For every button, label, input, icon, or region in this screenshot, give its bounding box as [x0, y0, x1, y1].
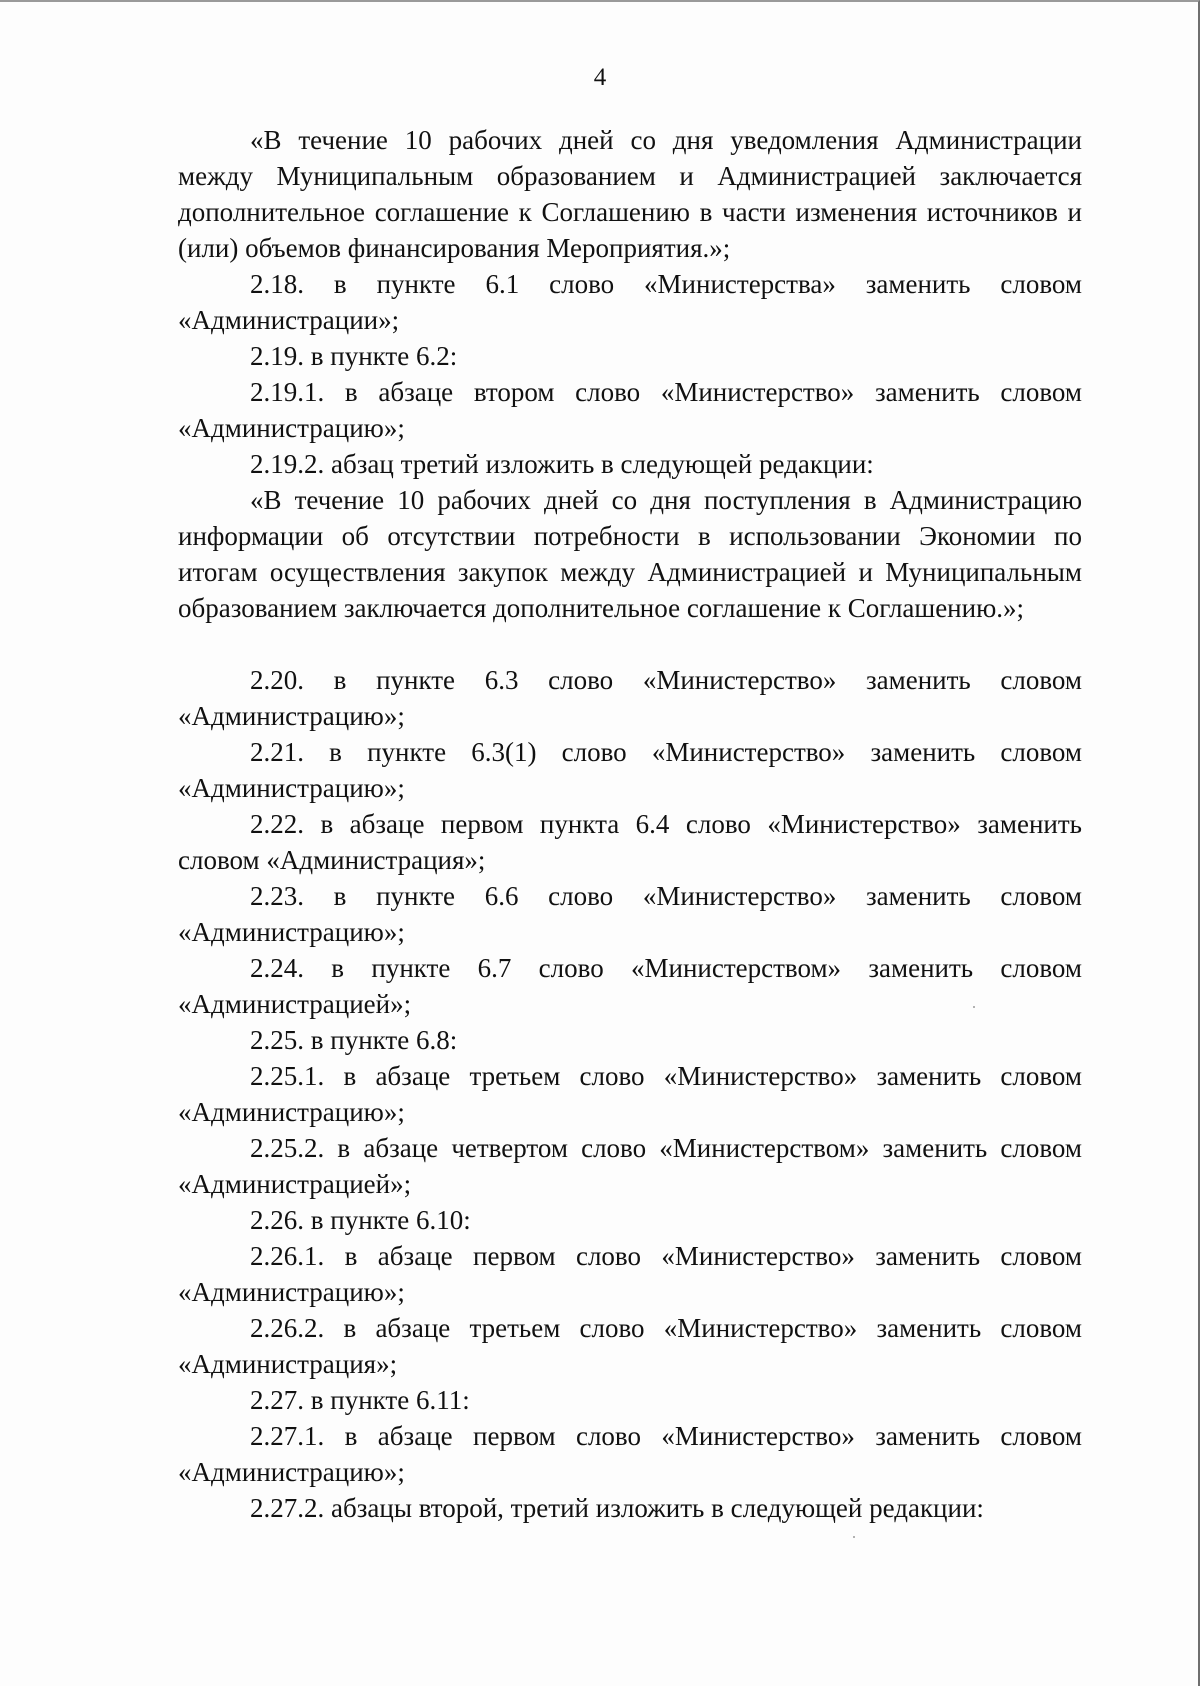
amendment-item: 2.25.1. в абзаце третьем слово «Министерство» заменить словом «Администрацию»; [178, 1061, 1082, 1127]
amendment-item: 2.20. в пункте 6.3 слово «Министерство» заменить словом «Администрацию»; [178, 665, 1082, 731]
amendment-item: 2.27. в пункте 6.11: [250, 1385, 470, 1415]
amendment-item: 2.24. в пункте 6.7 слово «Министерством» заменить словом «Администрацией»; [178, 953, 1082, 1019]
amendment-item: 2.19.2. абзац третий изложить в следующей редакции: [250, 449, 874, 479]
quoted-paragraph: «В течение 10 рабочих дней со дня уведомления Администрации между Муниципальным образованием и Администрацией заключается дополнительное соглашение к Соглашению в части изменения источников и (или) объемов финансирования Мероприятия.»; [178, 125, 1082, 263]
amendment-item: 2.19.1. в абзаце втором слово «Министерство» заменить словом «Администрацию»; [178, 377, 1082, 443]
amendment-item: 2.21. в пункте 6.3(1) слово «Министерство» заменить словом «Администрацию»; [178, 737, 1082, 803]
amendment-item: 2.27.2. абзацы второй, третий изложить в следующей редакции: [250, 1493, 984, 1523]
amendment-item: 2.26. в пункте 6.10: [250, 1205, 471, 1235]
amendment-item: 2.23. в пункте 6.6 слово «Министерство» заменить словом «Администрацию»; [178, 881, 1082, 947]
amendment-item: 2.26.1. в абзаце первом слово «Министерство» заменить словом «Администрацию»; [178, 1241, 1082, 1307]
amendment-item: 2.19. в пункте 6.2: [250, 341, 458, 371]
scan-speck [973, 1006, 975, 1008]
amendment-item: 2.25.2. в абзаце четвертом слово «Министерством» заменить словом «Администрацией»; [178, 1133, 1082, 1199]
scan-speck [853, 1536, 855, 1538]
amendment-item: 2.25. в пункте 6.8: [250, 1025, 458, 1055]
quoted-paragraph: «В течение 10 рабочих дней со дня поступления в Администрацию информации об отсутствии потребности в использовании Экономии по итогам осуществления закупок между Администрацией и Муниципальным образованием заключается дополнительное соглашение к Соглашению.»; [178, 485, 1082, 623]
amendment-item: 2.26.2. в абзаце третьем слово «Министерство» заменить словом «Администрация»; [178, 1313, 1082, 1379]
document-body [178, 122, 1082, 1526]
amendment-item: 2.18. в пункте 6.1 слово «Министерства» заменить словом «Администрации»; [178, 269, 1082, 335]
amendment-item: 2.22. в абзаце первом пункта 6.4 слово «Министерство» заменить словом «Администрация»; [178, 809, 1082, 875]
page-number: 4 [593, 64, 607, 91]
amendment-item: 2.27.1. в абзаце первом слово «Министерство» заменить словом «Администрацию»; [178, 1421, 1082, 1487]
